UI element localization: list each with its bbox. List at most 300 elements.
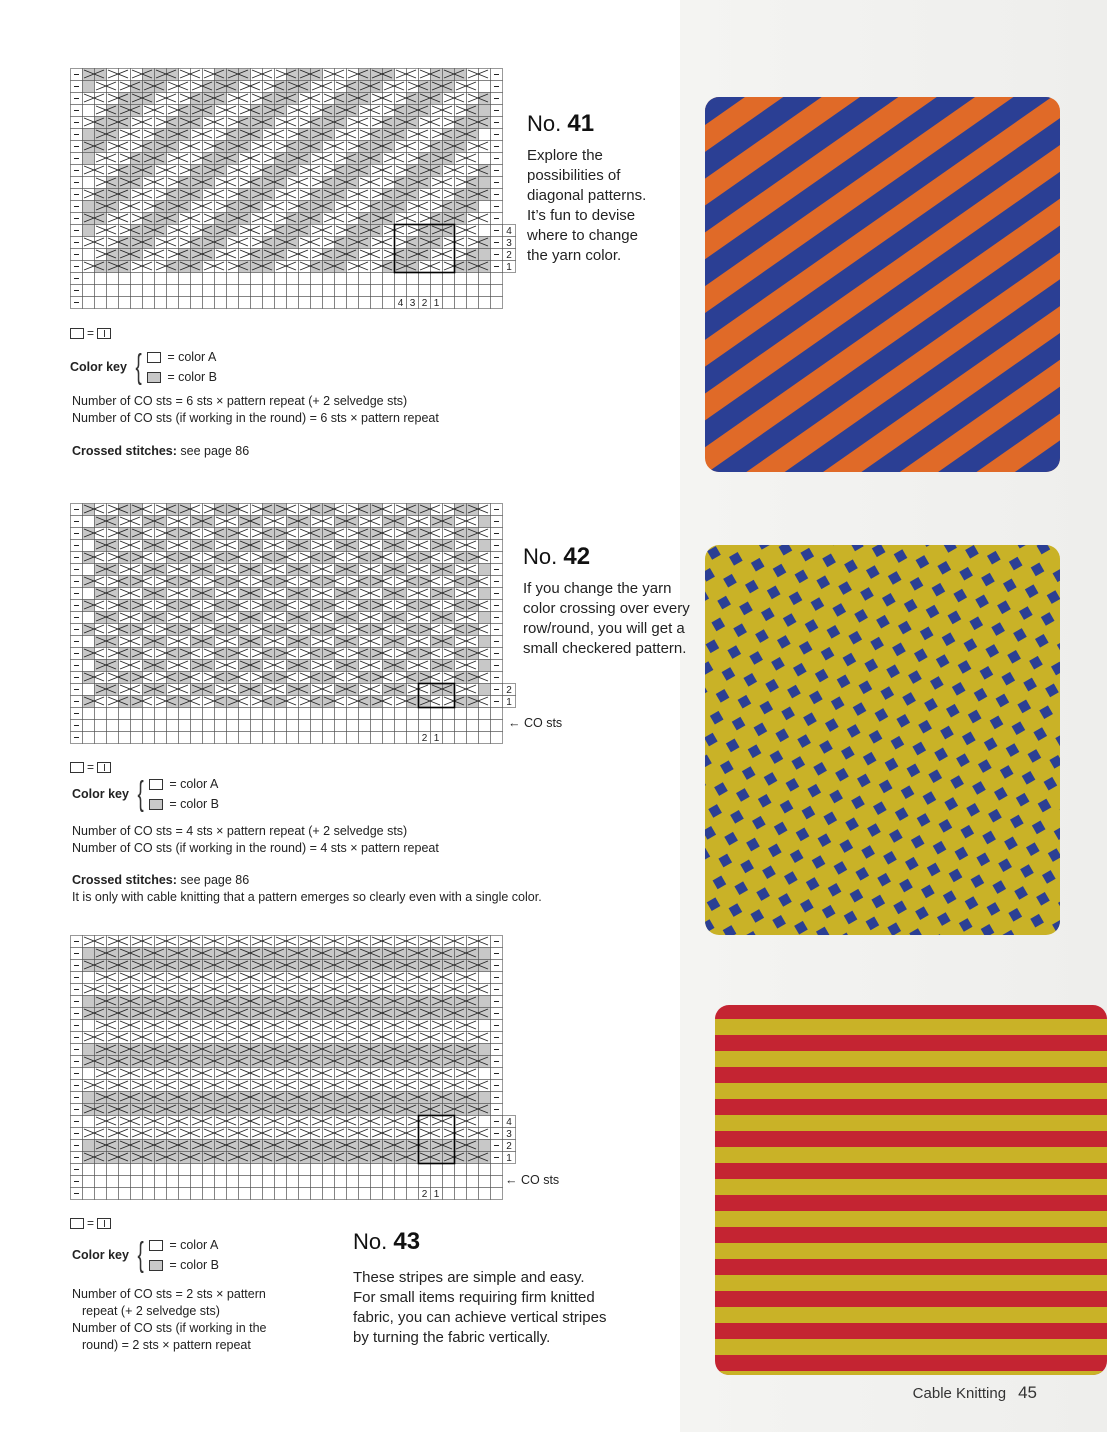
chart-cell: [119, 1164, 131, 1176]
chart-cell: [323, 732, 335, 744]
chart-cell: [143, 732, 155, 744]
chart-cell: [491, 732, 503, 744]
chart-cell: [203, 708, 215, 720]
purl-symbol-icon: [97, 328, 111, 339]
chart-cell: [479, 516, 491, 528]
chart-cell: [107, 708, 119, 720]
color-b-swatch-icon: [149, 1260, 163, 1271]
chart-cell: [455, 732, 467, 744]
chart-cell: [479, 972, 491, 984]
chart-cell: [311, 720, 323, 732]
color-a-swatch-icon: [149, 1240, 163, 1251]
chart-cell: [107, 273, 119, 285]
chart-cell: [131, 273, 143, 285]
chart-cell: [407, 273, 419, 285]
chart-cell: [359, 1188, 371, 1200]
chart-cell: [251, 732, 263, 744]
chart-cell: [467, 285, 479, 297]
chart-cell: [83, 660, 95, 672]
chart-cell: [479, 732, 491, 744]
chart-cell: [311, 1188, 323, 1200]
chart-cell: [119, 1176, 131, 1188]
chart-cell: [479, 177, 491, 189]
chart-cell: [83, 588, 95, 600]
chart-cell: [263, 720, 275, 732]
chart-cell: [407, 1176, 419, 1188]
chart-cell: [263, 1164, 275, 1176]
mini-key-43: [70, 1216, 111, 1230]
chart-cell: [83, 1164, 95, 1176]
chart-cell: [215, 1176, 227, 1188]
chart-cell: [143, 1188, 155, 1200]
chart-cell: [395, 1164, 407, 1176]
chart-cell: [491, 1188, 503, 1200]
chart-cell: [167, 708, 179, 720]
chart-cell: [83, 1092, 95, 1104]
chart-cell: [287, 1176, 299, 1188]
chart-cell: [419, 273, 431, 285]
chart-cell: [323, 297, 335, 309]
chart-cell: [479, 1116, 491, 1128]
row-number: 3: [506, 1129, 512, 1140]
col-number: 1: [433, 733, 440, 744]
chart-cell: [479, 996, 491, 1008]
chart-cell: [251, 708, 263, 720]
chart-cell: [215, 285, 227, 297]
chart-cell: [359, 273, 371, 285]
chart-41: [70, 68, 520, 313]
chart-cell: [323, 273, 335, 285]
chart-cell: [359, 285, 371, 297]
color-a-label: = color A: [169, 777, 219, 791]
chart-cell: [443, 708, 455, 720]
chart-cell: [335, 708, 347, 720]
chart-cell: [143, 297, 155, 309]
chart-cell: [227, 285, 239, 297]
chart-cell: [323, 1164, 335, 1176]
chart-cell: [83, 1068, 95, 1080]
chart-cell: [407, 720, 419, 732]
knitting-chart-42: [70, 503, 520, 745]
chart-cell: [479, 105, 491, 117]
chart-cell: [227, 1176, 239, 1188]
chart-cell: [335, 273, 347, 285]
chart-cell: [479, 636, 491, 648]
crossed-label: Crossed stitches:: [72, 873, 177, 887]
color-key-label: Color key: [72, 787, 129, 801]
chart-cell: [119, 720, 131, 732]
chart-cell: [203, 1164, 215, 1176]
chart-cell: [395, 285, 407, 297]
equals-sign: =: [87, 1216, 95, 1230]
swatch-photo-42: [705, 545, 1060, 935]
crossed-41: [72, 443, 249, 460]
chart-cell: [95, 708, 107, 720]
chart-cell: [191, 285, 203, 297]
chart-cell: [179, 1176, 191, 1188]
chart-cell: [287, 732, 299, 744]
chart-43: [70, 935, 520, 1201]
chart-cell: [359, 732, 371, 744]
co-line-2: Number of CO sts (if working in the: [72, 1321, 267, 1335]
color-key-41: [70, 347, 217, 387]
chart-cell: [263, 273, 275, 285]
knitting-chart-41: [70, 68, 520, 313]
chart-cell: [227, 1164, 239, 1176]
chart-cell: [395, 273, 407, 285]
chart-cell: [335, 1164, 347, 1176]
co-line-2b: round) = 2 sts × pattern repeat: [82, 1338, 251, 1352]
chart-cell: [323, 1176, 335, 1188]
chart-cell: [491, 708, 503, 720]
chart-cell: [407, 285, 419, 297]
chart-cell: [479, 1044, 491, 1056]
chart-cell: [83, 636, 95, 648]
chart-cell: [491, 297, 503, 309]
chart-cell: [179, 297, 191, 309]
chart-cell: [83, 612, 95, 624]
chart-cell: [395, 1176, 407, 1188]
chart-cell: [167, 285, 179, 297]
empty-square-icon: [70, 1218, 84, 1229]
chart-cell: [455, 273, 467, 285]
chart-cell: [215, 732, 227, 744]
chart-cell: [179, 285, 191, 297]
chart-cell: [83, 81, 95, 93]
chart-cell: [443, 273, 455, 285]
chart-cell: [443, 1188, 455, 1200]
chart-cell: [83, 177, 95, 189]
chart-cell: [131, 1188, 143, 1200]
chart-cell: [383, 1164, 395, 1176]
purl-symbol-icon: [97, 1218, 111, 1229]
chart-cell: [479, 153, 491, 165]
chart-cell: [251, 297, 263, 309]
chart-cell: [407, 1164, 419, 1176]
chart-cell: [263, 1176, 275, 1188]
chart-cell: [83, 1020, 95, 1032]
chart-cell: [275, 732, 287, 744]
chart-cell: [395, 720, 407, 732]
chart-cell: [371, 1188, 383, 1200]
chart-cell: [455, 1164, 467, 1176]
chart-cell: [371, 708, 383, 720]
chart-cell: [299, 273, 311, 285]
chart-cell: [479, 1068, 491, 1080]
chart-cell: [335, 285, 347, 297]
chart-cell: [407, 708, 419, 720]
chart-cell: [83, 273, 95, 285]
chart-cell: [359, 297, 371, 309]
chart-cell: [371, 720, 383, 732]
pattern-41-title: No. 41: [527, 110, 595, 137]
chart-cell: [479, 612, 491, 624]
chart-cell: [239, 297, 251, 309]
chart-cell: [287, 708, 299, 720]
chart-cell: [155, 1188, 167, 1200]
co-line-1: Number of CO sts = 6 sts × pattern repeat (+ 2 selvedge sts): [72, 394, 408, 408]
chart-cell: [239, 708, 251, 720]
chart-cell: [83, 708, 95, 720]
chart-cell: [467, 708, 479, 720]
chart-cell: [431, 1176, 443, 1188]
chart-cell: [431, 1164, 443, 1176]
chart-cell: [311, 297, 323, 309]
chart-cell: [179, 708, 191, 720]
chart-cell: [395, 708, 407, 720]
equals-sign: =: [87, 760, 95, 774]
chart-cell: [359, 708, 371, 720]
chart-cell: [83, 1176, 95, 1188]
co-info-43: [72, 1286, 267, 1354]
chart-cell: [383, 297, 395, 309]
chart-cell: [131, 285, 143, 297]
chart-cell: [455, 1176, 467, 1188]
chart-cell: [83, 516, 95, 528]
crossed-ref: see page 86: [176, 444, 250, 458]
chart-cell: [155, 297, 167, 309]
chart-cell: [455, 297, 467, 309]
chart-42: [70, 503, 520, 745]
chart-cell: [107, 720, 119, 732]
chart-cell: [275, 273, 287, 285]
chart-cell: [299, 1188, 311, 1200]
col-number: 2: [421, 1189, 428, 1200]
chart-cell: [191, 708, 203, 720]
chart-cell: [383, 1176, 395, 1188]
chart-cell: [467, 297, 479, 309]
pattern-43-description: These stripes are simple and easy. For small items requiring firm knitted fabric, you can achieve vertical stripes by turning the fabric vertically.: [353, 1269, 607, 1346]
chart-cell: [107, 1188, 119, 1200]
chart-cell: [359, 720, 371, 732]
chart-cell: [239, 732, 251, 744]
chart-cell: [287, 1188, 299, 1200]
chart-cell: [371, 273, 383, 285]
chart-cell: [323, 1188, 335, 1200]
chart-cell: [347, 285, 359, 297]
color-a-label: = color A: [167, 350, 217, 364]
pattern-42-description: If you change the yarn color crossing over every row/round, you will get a small checkered pattern.: [523, 580, 690, 657]
chart-cell: [479, 540, 491, 552]
equals-sign: =: [87, 326, 95, 340]
chart-cell: [335, 297, 347, 309]
crossed-42: [72, 872, 542, 906]
chart-cell: [203, 732, 215, 744]
chart-cell: [227, 732, 239, 744]
chart-cell: [395, 1188, 407, 1200]
col-number: 1: [433, 1189, 440, 1200]
knitting-chart-43: [70, 935, 520, 1201]
empty-square-icon: [70, 762, 84, 773]
chart-cell: [215, 708, 227, 720]
chart-cell: [251, 1164, 263, 1176]
chart-cell: [167, 732, 179, 744]
chart-cell: [107, 285, 119, 297]
chart-cell: [275, 708, 287, 720]
chart-cell: [335, 720, 347, 732]
chart-cell: [83, 996, 95, 1008]
chart-cell: [383, 708, 395, 720]
chart-cell: [95, 1164, 107, 1176]
chart-cell: [311, 708, 323, 720]
co-line-2: Number of CO sts (if working in the round) = 6 sts × pattern repeat: [72, 411, 439, 425]
chart-cell: [239, 720, 251, 732]
chart-cell: [191, 732, 203, 744]
chart-cell: [467, 273, 479, 285]
color-b-label: = color B: [167, 370, 218, 384]
chart-cell: [83, 1116, 95, 1128]
chart-cell: [419, 708, 431, 720]
chart-cell: [167, 297, 179, 309]
chart-cell: [419, 1176, 431, 1188]
chart-cell: [155, 273, 167, 285]
chart-cell: [383, 285, 395, 297]
co-line-1: Number of CO sts = 4 sts × pattern repeat (+ 2 selvedge sts): [72, 824, 408, 838]
pattern-43-title: No. 43: [353, 1228, 421, 1255]
chart-cell: [191, 1164, 203, 1176]
chart-cell: [83, 105, 95, 117]
col-number: 3: [409, 298, 416, 309]
chart-cell: [431, 273, 443, 285]
chart-cell: [215, 1164, 227, 1176]
color-b-swatch-icon: [149, 799, 163, 810]
chart-cell: [203, 297, 215, 309]
chart-cell: [83, 1140, 95, 1152]
chart-cell: [479, 201, 491, 213]
chart-cell: [95, 1188, 107, 1200]
chart-cell: [383, 273, 395, 285]
chart-cell: [119, 1188, 131, 1200]
chart-cell: [227, 1188, 239, 1200]
chart-cell: [431, 720, 443, 732]
chart-cell: [371, 1176, 383, 1188]
chart-cell: [179, 732, 191, 744]
chart-cell: [455, 708, 467, 720]
chart-cell: [491, 285, 503, 297]
chart-cell: [179, 273, 191, 285]
chart-cell: [83, 297, 95, 309]
chart-cell: [479, 297, 491, 309]
chart-cell: [107, 297, 119, 309]
chart-cell: [443, 297, 455, 309]
chart-cell: [347, 720, 359, 732]
chart-cell: [83, 732, 95, 744]
chart-cell: [131, 732, 143, 744]
chart-cell: [347, 708, 359, 720]
chart-cell: [191, 273, 203, 285]
chart-cell: [443, 732, 455, 744]
chart-cell: [215, 720, 227, 732]
chart-cell: [479, 249, 491, 261]
chart-cell: [239, 285, 251, 297]
chart-cell: [143, 273, 155, 285]
chart-cell: [311, 285, 323, 297]
chart-cell: [203, 720, 215, 732]
chart-cell: [179, 720, 191, 732]
color-b-label: = color B: [169, 797, 220, 811]
chart-cell: [455, 720, 467, 732]
chart-cell: [119, 297, 131, 309]
chart-cell: [443, 720, 455, 732]
chart-cell: [251, 285, 263, 297]
chart-cell: [431, 708, 443, 720]
swatch-41-image: [705, 97, 1060, 472]
chart-cell: [287, 720, 299, 732]
chart-cell: [275, 720, 287, 732]
chart-cell: [299, 720, 311, 732]
chart-cell: [443, 1164, 455, 1176]
chart-cell: [83, 540, 95, 552]
chart-cell: [275, 1164, 287, 1176]
chart-cell: [479, 684, 491, 696]
crossed-label: Crossed stitches:: [72, 444, 177, 458]
brace-icon: {: [135, 348, 142, 386]
mini-key-42: [70, 760, 111, 774]
chart-cell: [479, 1140, 491, 1152]
chart-cell: [347, 1188, 359, 1200]
chart-cell: [167, 1164, 179, 1176]
pattern-42-title: No. 42: [523, 543, 591, 570]
chart-cell: [155, 720, 167, 732]
chart-cell: [479, 1092, 491, 1104]
note-text: It is only with cable knitting that a pattern emerges so clearly even with a single color.: [72, 890, 542, 904]
chart-cell: [479, 1188, 491, 1200]
chart-cell: [299, 1176, 311, 1188]
chart-cell: [203, 285, 215, 297]
chart-cell: [491, 273, 503, 285]
chart-cell: [263, 708, 275, 720]
chart-cell: [467, 732, 479, 744]
chart-cell: [311, 1176, 323, 1188]
row-number: 3: [506, 238, 512, 249]
chart-cell: [239, 1164, 251, 1176]
chart-cell: [479, 1020, 491, 1032]
chart-cell: [227, 708, 239, 720]
col-number: 2: [421, 298, 428, 309]
chart-cell: [167, 1188, 179, 1200]
chart-cell: [287, 273, 299, 285]
chart-cell: [131, 297, 143, 309]
chart-cell: [143, 1164, 155, 1176]
chart-cell: [215, 273, 227, 285]
row-number: 4: [506, 226, 512, 237]
chart-cell: [131, 708, 143, 720]
chart-cell: [83, 129, 95, 141]
chart-cell: [239, 1188, 251, 1200]
brace-icon: {: [137, 1236, 144, 1274]
color-a-swatch-icon: [147, 352, 161, 363]
chart-cell: [83, 972, 95, 984]
chart-cell: [203, 1188, 215, 1200]
row-number: 1: [506, 1153, 512, 1164]
color-key-42: [72, 774, 219, 814]
chart-cell: [83, 684, 95, 696]
co-info-41: [72, 393, 439, 427]
chart-cell: [491, 1176, 503, 1188]
chart-cell: [155, 732, 167, 744]
chart-cell: [395, 732, 407, 744]
co-sts-pointer-42: ← CO sts: [508, 716, 563, 730]
crossed-ref: see page 86: [176, 873, 250, 887]
chart-cell: [299, 1164, 311, 1176]
chart-cell: [95, 732, 107, 744]
chart-cell: [239, 1176, 251, 1188]
chart-cell: [359, 1164, 371, 1176]
chart-cell: [347, 1164, 359, 1176]
chart-cell: [479, 1164, 491, 1176]
chart-cell: [227, 720, 239, 732]
chart-cell: [311, 273, 323, 285]
